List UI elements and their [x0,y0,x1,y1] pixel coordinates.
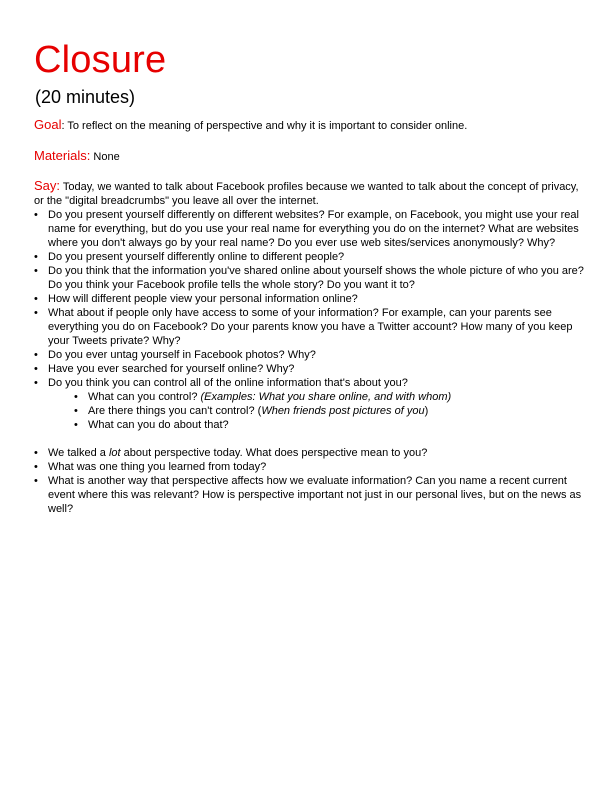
sub-item-example: (Examples: What you share online, and with whom) [200,391,452,403]
list-item: • What is another way that perspective affects how we evaluate information? Can you name a recent current event where this was relevant? How is perspective important not just in our personal lives, but on the news as well? [34,474,586,516]
say-text: Today, we wanted to talk about Facebook profiles because we wanted to talk about the concept of privacy, or the "digital breadcrumbs" you leave all over the internet. [34,181,579,207]
wrapup-text-end: about perspective today. What does perspective mean to you? [120,447,428,459]
list-item: • Do you think that the information you've shared online about yourself shows the whole picture of who you are? Do you think your Facebook profile tells the whole story? Do you want it to? [34,264,586,292]
list-item: • Do you present yourself differently on different websites? For example, on Facebook, you might use your real name for everything, but do you use your real name for everything you do on the internet? What are websites where you don't always go by your real name? Do you ever use web sites/services anonymously? Why? [34,208,586,250]
list-item: • Do you think you can control all of the online information that's about you? [34,376,586,390]
sub-item-text: Are there things you can't control? ( [88,405,262,417]
list-item: • Do you ever untag yourself in Facebook photos? Why? [34,348,586,362]
list-item [34,446,586,460]
list-item: • How will different people view your personal information online? [34,292,586,306]
say-paragraph [34,179,586,208]
duration-subtitle: (20 minutes) [35,87,136,107]
discussion-question-list [34,208,586,432]
list-item: • Do you present yourself differently online to different people? [34,250,586,264]
materials-label: Materials: [34,148,91,163]
document-page [34,38,586,516]
page-title: Closure [34,39,167,81]
sub-item-text: What can you control? [88,391,201,403]
sub-item-text-end: ) [424,405,429,417]
sub-list-item [34,404,586,418]
materials-text: None [90,151,120,163]
wrapup-emphasis: lot [108,447,121,459]
wrapup-question-list [34,446,586,516]
list-item: • What was one thing you learned from today? [34,460,586,474]
sub-list-item [34,390,586,404]
spacer [34,432,586,446]
goal-paragraph [34,118,586,133]
materials-paragraph [34,149,586,164]
list-item: • Have you ever searched for yourself online? Why? [34,362,586,376]
sub-list-item: • What can you do about that? [34,418,586,432]
say-label: Say: [34,178,61,193]
sub-item-example: When friends post pictures of you [261,405,425,417]
goal-label: Goal [34,117,62,132]
goal-text: : To reflect on the meaning of perspective and why it is important to consider online. [61,120,468,132]
wrapup-text: We talked a [48,447,109,459]
list-item: • What about if people only have access to some of your information? For example, can your parents see everything you do on Facebook? Do your parents know you have a Twitter account? How many of you keep your Tweets private? Why? [34,306,586,348]
